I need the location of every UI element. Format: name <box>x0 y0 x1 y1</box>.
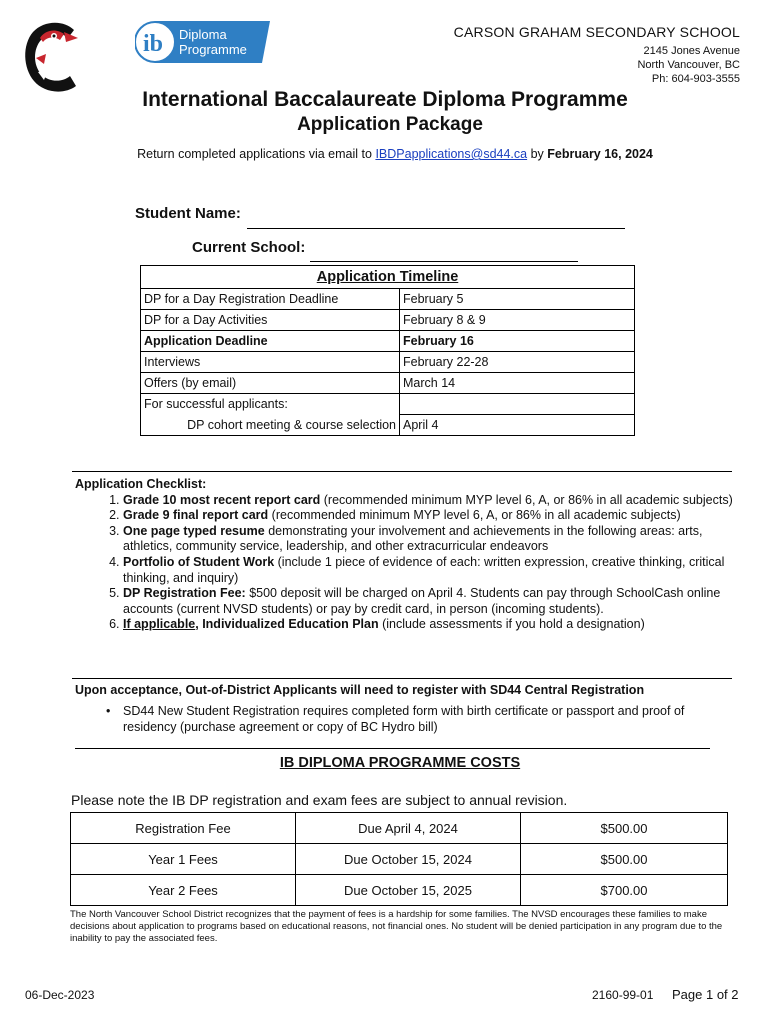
footer-page-number: Page 1 of 2 <box>672 987 739 1002</box>
costs-note: Please note the IB DP registration and exam fees are subject to annual revision. <box>71 792 568 808</box>
checklist-item: 3. One page typed resume demonstrating your involvement and achievements in the following areas: arts, athletics, community service, leadership, and other extracurricular endeavors <box>123 524 735 555</box>
ib-logo-line2: Programme <box>179 42 247 57</box>
timeline-event: Offers (by email) <box>141 373 400 394</box>
current-school-label: Current School: <box>192 239 306 256</box>
timeline-event: For successful applicants: <box>141 394 400 415</box>
checklist-item: 6. If applicable, Individualized Education Plan (include assessments if you hold a designation) <box>123 617 735 633</box>
costs-row <box>71 813 728 844</box>
section-divider <box>72 678 732 679</box>
cost-item: Year 2 Fees <box>71 875 296 906</box>
timeline-date: March 14 <box>400 373 635 394</box>
school-info <box>454 24 740 86</box>
timeline-date: February 5 <box>400 289 635 310</box>
costs-row <box>71 875 728 906</box>
student-name-field[interactable] <box>247 228 625 229</box>
timeline-row <box>141 310 635 331</box>
fee-hardship-disclaimer: The North Vancouver School District recognizes that the payment of fees is a hardship for some families. The NVSD encourages these families to make decisions about application to programs based on educational reasons, not financial ones. No student will be denied participation in any program due to the inability to pay the associated fees. <box>70 909 723 944</box>
cost-item: Year 1 Fees <box>71 844 296 875</box>
timeline-row <box>141 415 635 436</box>
timeline-row <box>141 289 635 310</box>
ib-logo-line1: Diploma <box>179 27 227 42</box>
timeline-heading: Application Timeline <box>141 266 635 289</box>
cost-due: Due October 15, 2025 <box>296 875 521 906</box>
costs-table <box>70 812 728 906</box>
ib-diploma-logo <box>135 21 270 63</box>
costs-row <box>71 844 728 875</box>
timeline-date: February 8 & 9 <box>400 310 635 331</box>
timeline-event: DP for a Day Activities <box>141 310 400 331</box>
school-phone: Ph: 604-903-3555 <box>651 73 740 85</box>
timeline-row <box>141 331 635 352</box>
footer-form-code: 2160-99-01 <box>592 988 654 1002</box>
acceptance-bullet: • SD44 New Student Registration requires completed form with birth certificate or passport and proof of residency (purchase agreement or copy of BC Hydro bill) <box>106 704 726 735</box>
student-name-label: Student Name: <box>135 205 241 222</box>
application-timeline-table <box>140 265 635 436</box>
cost-item: Registration Fee <box>71 813 296 844</box>
return-instructions <box>0 147 770 161</box>
timeline-event: DP for a Day Registration Deadline <box>141 289 400 310</box>
current-school-field[interactable] <box>310 261 578 262</box>
checklist-item: 5. DP Registration Fee: $500 deposit will be charged on April 4. Students can pay through SchoolCash online accounts (current NVSD students) or pay by credit card, in person (incoming students). <box>123 586 735 617</box>
cost-amount: $500.00 <box>521 844 728 875</box>
section-divider <box>75 748 710 749</box>
acceptance-bullet-text: SD44 New Student Registration requires completed form with birth certificate or passport and proof of residency (purchase agreement or copy of BC Hydro bill) <box>123 704 685 734</box>
section-divider <box>72 471 732 472</box>
school-name: CARSON GRAHAM SECONDARY SCHOOL <box>453 24 740 40</box>
cost-due: Due April 4, 2024 <box>296 813 521 844</box>
timeline-date: February 22-28 <box>400 352 635 373</box>
document-title: International Baccalaureate Diploma Programme <box>142 88 628 111</box>
document-subtitle: Application Package <box>297 114 483 135</box>
return-prefix: Return completed applications via email to <box>137 147 376 161</box>
cost-amount: $700.00 <box>521 875 728 906</box>
cost-amount: $500.00 <box>521 813 728 844</box>
checklist-item: 1. Grade 10 most recent report card (recommended minimum MYP level 6, A, or 86% in all academic subjects) <box>123 493 735 509</box>
return-middle: by <box>527 147 548 161</box>
timeline-row <box>141 373 635 394</box>
application-email-link[interactable]: IBDPapplications@sd44.ca <box>375 147 528 161</box>
timeline-date: April 4 <box>400 415 635 436</box>
cost-due: Due October 15, 2024 <box>296 844 521 875</box>
school-address-city: North Vancouver, BC <box>637 59 740 71</box>
school-address-street: 2145 Jones Avenue <box>643 45 740 57</box>
acceptance-heading: Upon acceptance, Out-of-District Applicants will need to register with SD44 Central Registration <box>75 683 645 697</box>
application-checklist <box>75 477 735 633</box>
timeline-date: February 16 <box>400 331 635 352</box>
timeline-row <box>141 394 635 415</box>
timeline-event: Interviews <box>141 352 400 373</box>
costs-heading: IB DIPLOMA PROGRAMME COSTS <box>279 755 521 771</box>
timeline-date <box>400 394 635 415</box>
checklist-heading: Application Checklist: <box>75 477 207 491</box>
timeline-row <box>141 352 635 373</box>
timeline-event: Application Deadline <box>141 331 400 352</box>
ib-mark-text: ib <box>143 31 164 57</box>
checklist-item: 2. Grade 9 final report card (recommended minimum MYP level 6, A, or 86% in all academic subjects) <box>123 508 735 524</box>
footer-date: 06-Dec-2023 <box>25 988 95 1002</box>
checklist-item: 4. Portfolio of Student Work (include 1 piece of evidence of each: written expression, creative thinking, critical thinking, and inquiry) <box>123 555 735 586</box>
return-deadline: February 16, 2024 <box>547 147 653 161</box>
timeline-event: DP cohort meeting & course selection <box>141 415 400 436</box>
school-crest-logo <box>20 18 82 96</box>
